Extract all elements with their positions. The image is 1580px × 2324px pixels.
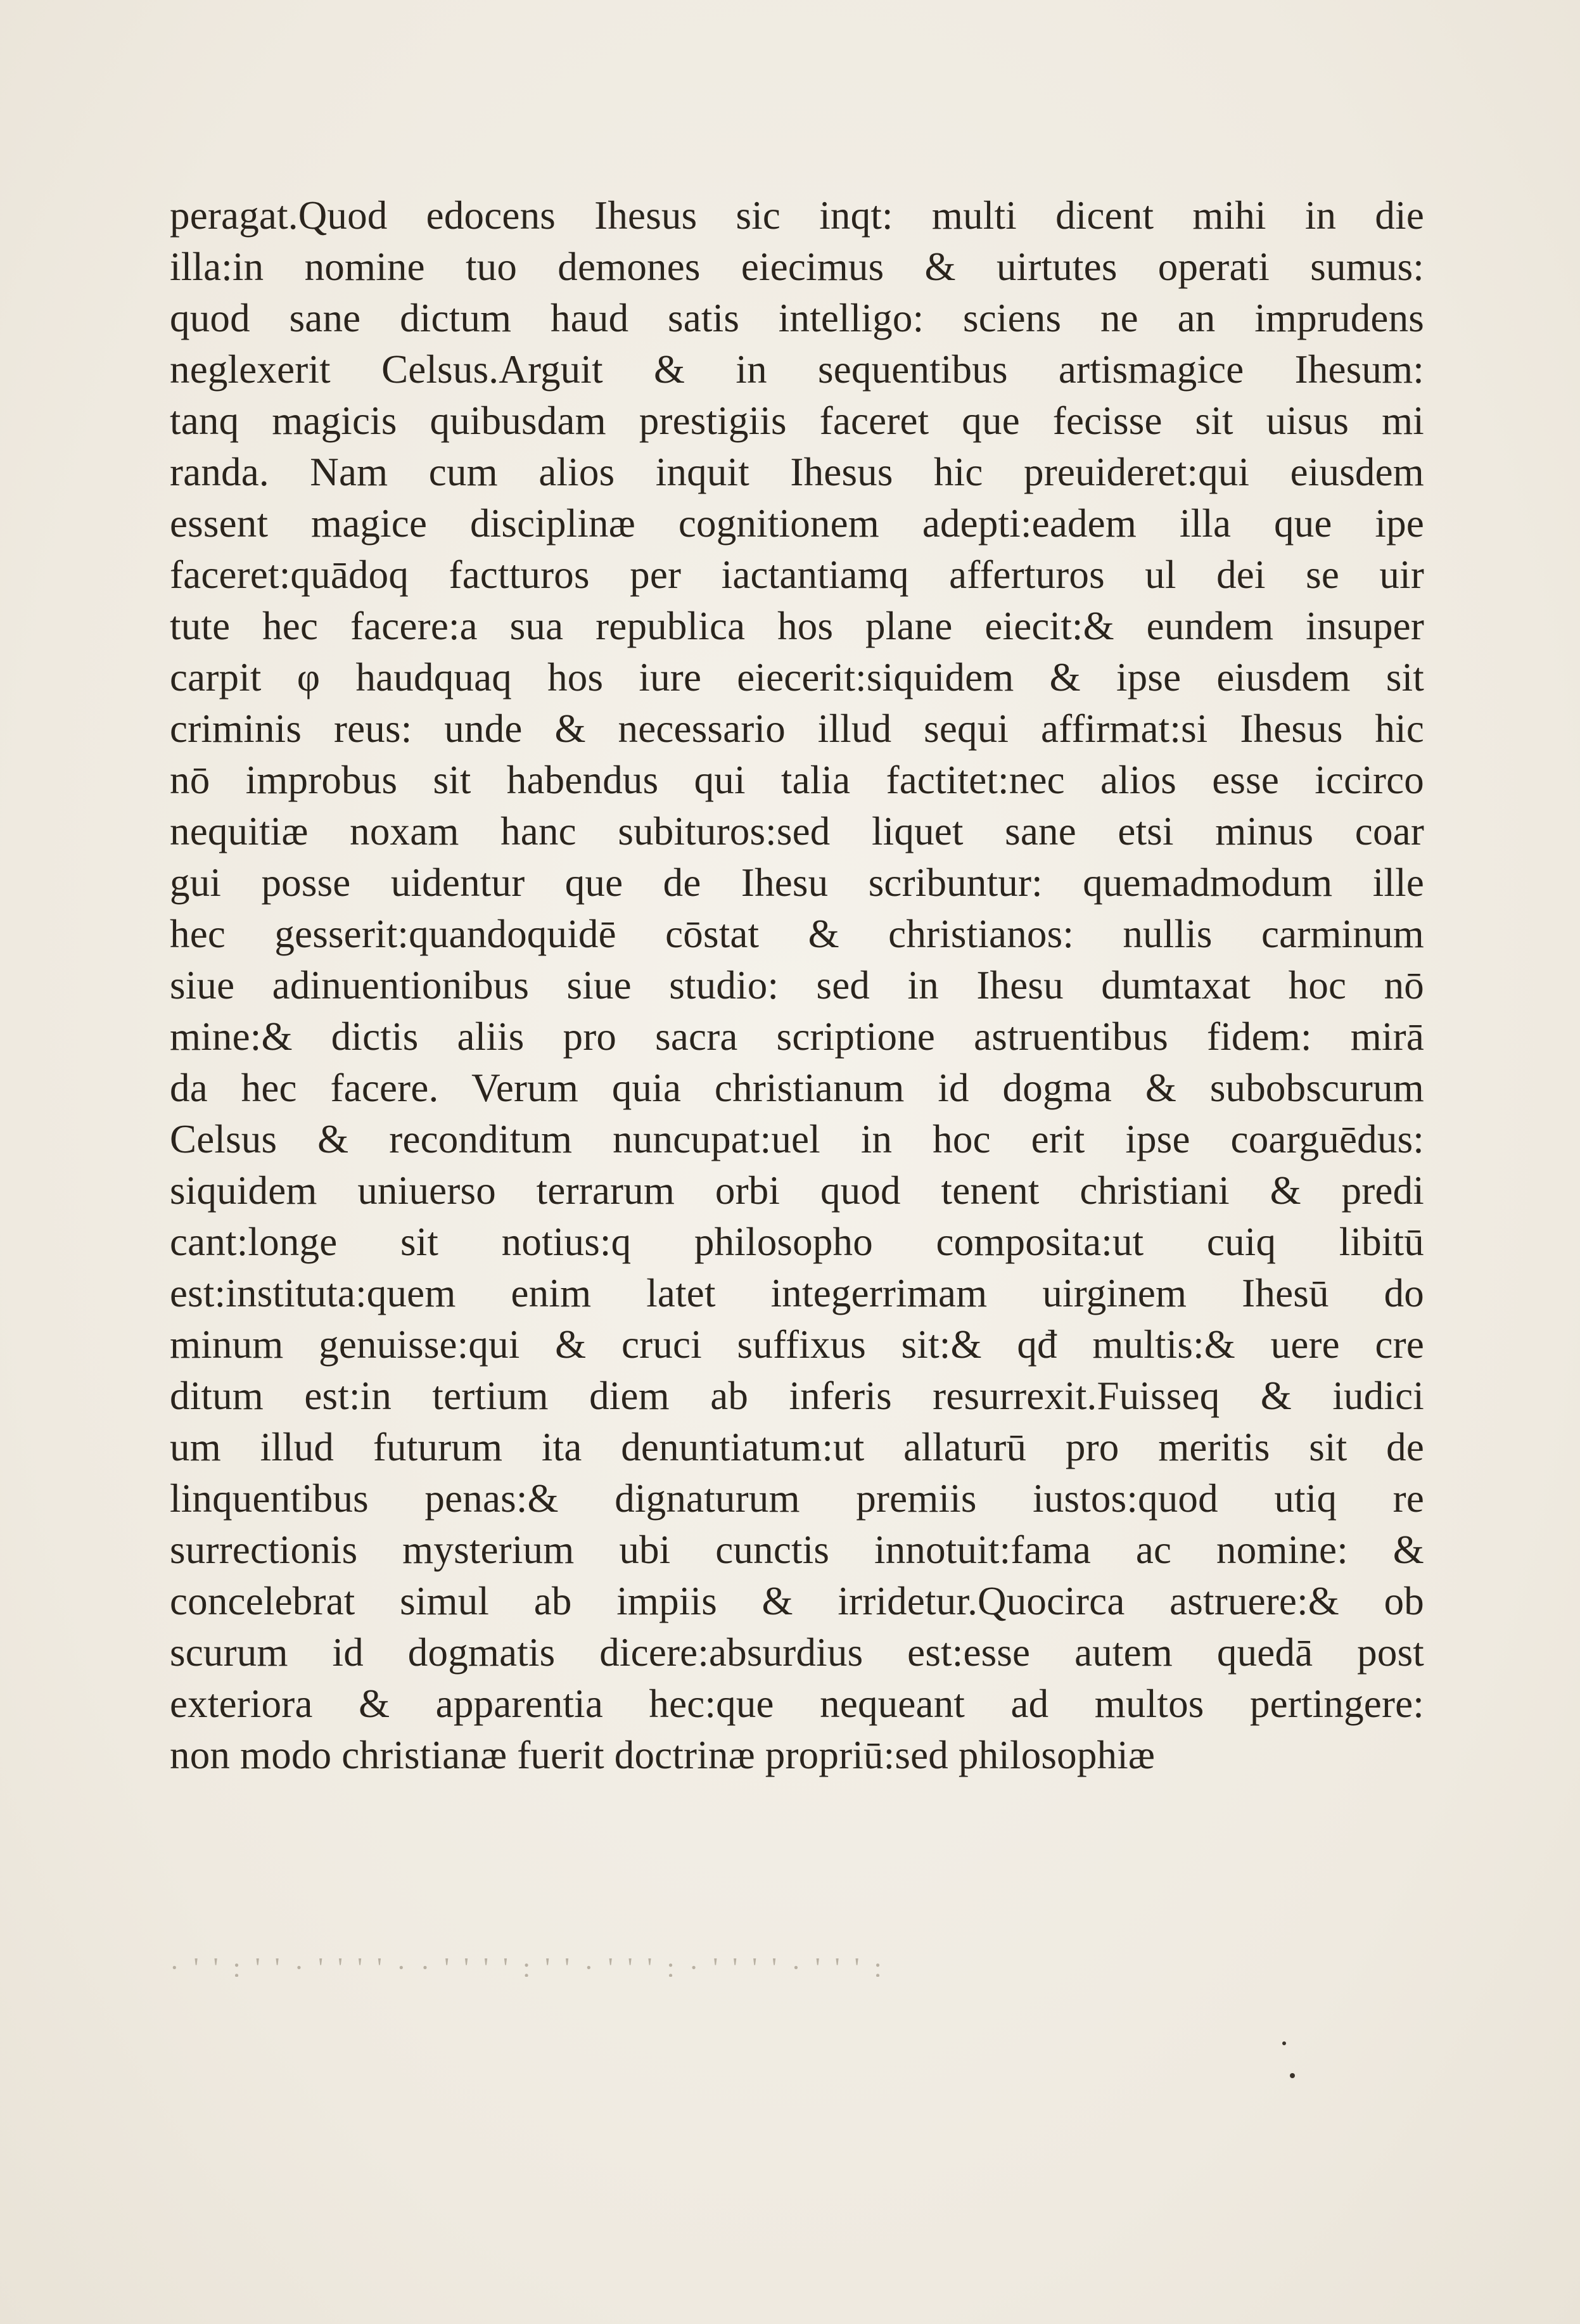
- text-line: hec gesserit:quandoquidē cōstat & christianos: nullis carminum: [170, 912, 1424, 956]
- body-text: [170, 190, 1424, 1781]
- text-line: quod sane dictum haud satis intelligo: sciens ne an imprudens: [170, 296, 1424, 340]
- text-line: nō improbus sit habendus qui talia factitet:nec alios esse iccirco: [170, 758, 1424, 802]
- show-through-traces: · ' ' : ' ' · ' ' ' ' · · ' ' ' ' : ' ' · ' ' ' : · ' ' ' ' · ' ' ' :: [170, 1952, 886, 1977]
- text-line: non modo christianæ fuerit doctrinæ propriū:sed philosophiæ: [170, 1733, 1156, 1777]
- text-line: neglexerit Celsus.Arguit & in sequentibus artismagice Ihesum:: [170, 347, 1424, 392]
- text-line: um illud futurum ita denuntiatum:ut allaturū pro meritis sit de: [170, 1425, 1424, 1469]
- text-line: cant:longe sit notius:q philosopho composita:ut cuiq libitū: [170, 1220, 1424, 1264]
- text-line: tute hec facere:a sua republica hos plane eiecit:& eundem insuper: [170, 604, 1424, 648]
- text-line: nequitiæ noxam hanc subituros:sed liquet sane etsi minus coar: [170, 809, 1424, 853]
- text-line: siquidem uniuerso terrarum orbi quod tenent christiani & predi: [170, 1168, 1424, 1213]
- text-line: Celsus & reconditum nuncupat:uel in hoc erit ipse coarguēdus:: [170, 1117, 1424, 1161]
- text-line: ditum est:in tertium diem ab inferis resurrexit.Fuisseq & iudici: [170, 1374, 1424, 1418]
- text-line: est:instituta:quem enim latet integerrimam uirginem Ihesū do: [170, 1271, 1424, 1315]
- text-line: peragat.Quod edocens Ihesus sic inqt: multi dicent mihi in die: [170, 193, 1424, 238]
- text-line: carpit φ haudquaq hos iure eiecerit:siquidem & ipse eiusdem sit: [170, 655, 1424, 699]
- text-line: siue adinuentionibus siue studio: sed in Ihesu dumtaxat hoc nō: [170, 963, 1424, 1007]
- text-line: concelebrat simul ab impiis & irridetur.Quocirca astruere:& ob: [170, 1579, 1424, 1623]
- text-line: randa. Nam cum alios inquit Ihesus hic preuideret:qui eiusdem: [170, 450, 1424, 494]
- text-line: surrectionis mysterium ubi cunctis innotuit:fama ac nomine: &: [170, 1528, 1424, 1572]
- ink-speck: [1282, 2041, 1286, 2045]
- text-line: mine:& dictis aliis pro sacra scriptione astruentibus fidem: mirā: [170, 1014, 1424, 1059]
- text-line: faceret:quādoq factturos per iactantiamq afferturos ul dei se uir: [170, 552, 1424, 597]
- text-line: da hec facere. Verum quia christianum id dogma & subobscurum: [170, 1066, 1424, 1110]
- text-line: scurum id dogmatis dicere:absurdius est:esse autem quedā post: [170, 1630, 1424, 1675]
- text-line: linquentibus penas:& dignaturum premiis iustos:quod utiq re: [170, 1476, 1424, 1521]
- text-line: illa:in nomine tuo demones eiecimus & uirtutes operati sumus:: [170, 245, 1424, 289]
- text-line: gui posse uidentur que de Ihesu scribuntur: quemadmodum ille: [170, 860, 1424, 905]
- text-line: tanq magicis quibusdam prestigiis faceret que fecisse sit uisus mi: [170, 399, 1424, 443]
- ink-speck: [1290, 2073, 1295, 2078]
- text-line: minum genuisse:qui & cruci suffixus sit:& qđ multis:& uere cre: [170, 1322, 1424, 1367]
- text-line: criminis reus: unde & necessario illud sequi affirmat:si Ihesus hic: [170, 706, 1424, 751]
- text-line: exteriora & apparentia hec:que nequeant ad multos pertingere:: [170, 1682, 1424, 1726]
- text-line: essent magice disciplinæ cognitionem adepti:eadem illa que ipe: [170, 501, 1424, 546]
